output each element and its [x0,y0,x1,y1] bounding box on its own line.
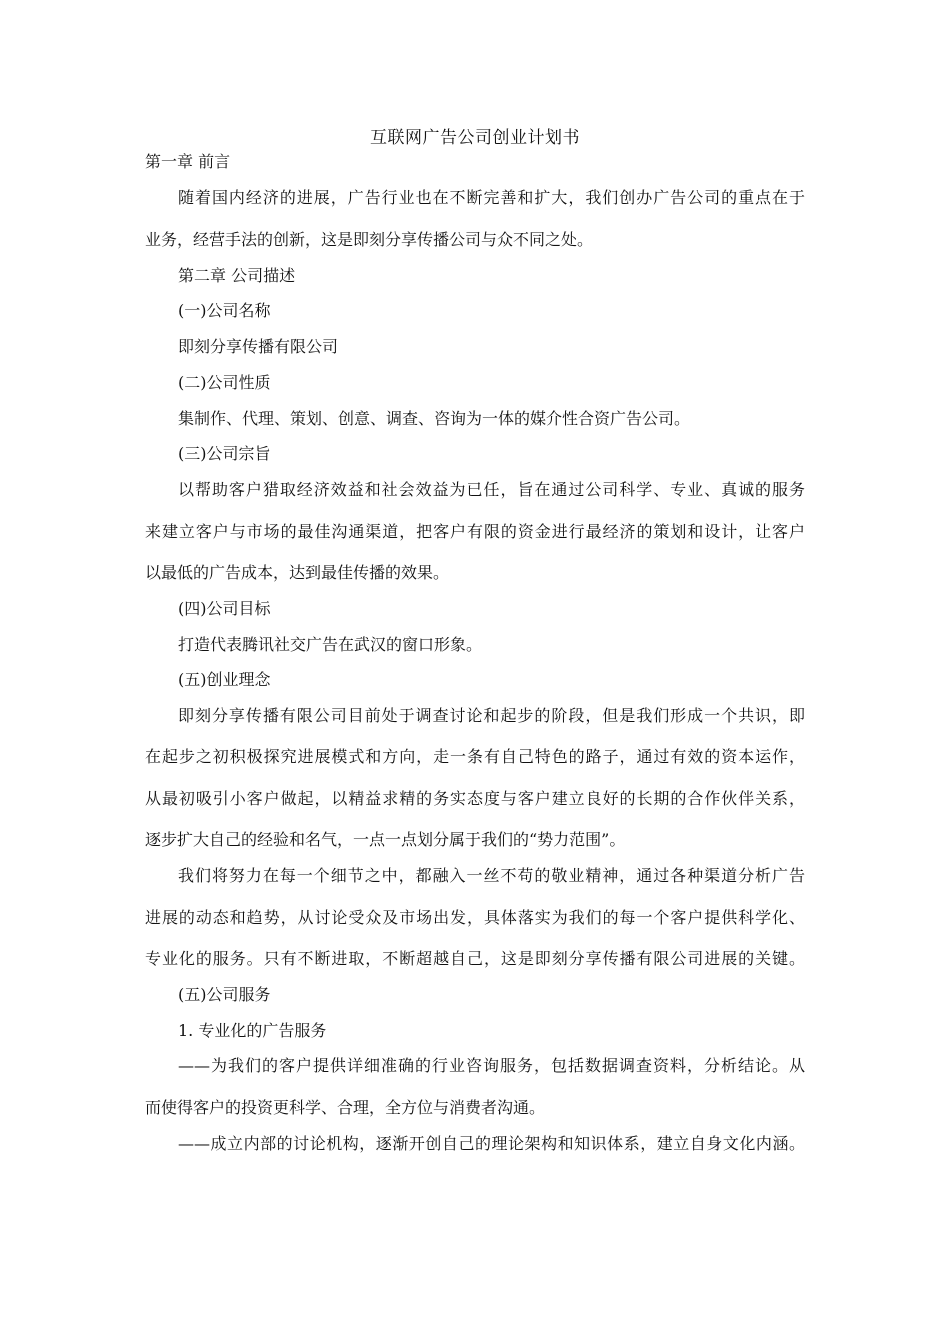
section-heading: (五)公司服务 [178,985,271,1004]
paragraph-line: ——为我们的客户提供详细准确的行业咨询服务，包括数据调查资料，分析结论。从 [178,1056,805,1075]
section-heading: (四)公司目标 [178,599,271,618]
document-title: 互联网广告公司创业计划书 [370,128,580,148]
paragraph-line: ——成立内部的讨论机构，逐渐开创自己的理论架构和知识体系，建立自身文化内涵。 [178,1134,805,1153]
subsection-heading: 1. 专业化的广告服务 [178,1021,327,1040]
paragraph-line: 以帮助客户猎取经济效益和社会效益为已任，旨在通过公司科学、专业、真诚的服务 [178,480,805,499]
section-heading: (五)创业理念 [178,670,271,689]
section-heading: (三)公司宗旨 [178,444,271,463]
paragraph-line: 即刻分享传播有限公司 [178,337,339,356]
section-heading: (一)公司名称 [178,301,271,320]
paragraph-line: 即刻分享传播有限公司目前处于调查讨论和起步的阶段，但是我们形成一个共识，即 [178,706,805,725]
paragraph-line: 从最初吸引小客户做起，以精益求精的务实态度与客户建立良好的长期的合作伙伴关系， [145,789,805,808]
paragraph-line: 逐步扩大自己的经验和名气，一点一点划分属于我们的“势力范围”。 [145,830,626,849]
paragraph-line: 专业化的服务。只有不断进取，不断超越自己，这是即刻分享传播有限公司进展的关键。 [145,949,805,968]
paragraph-line: 以最低的广告成本，达到最佳传播的效果。 [145,563,450,582]
chapter-heading: 第二章 公司描述 [178,266,296,285]
paragraph-line: 集制作、代理、策划、创意、调查、咨询为一体的媒介性合资广告公司。 [178,409,691,428]
paragraph-line: 我们将努力在每一个细节之中，都融入一丝不苟的敬业精神，通过各种渠道分析广告 [178,866,805,885]
paragraph-line: 进展的动态和趋势，从讨论受众及市场出发，具体落实为我们的每一个客户提供科学化、 [145,908,805,927]
paragraph-line: 在起步之初积极探究进展模式和方向，走一条有自己特色的路子，通过有效的资本运作， [145,747,805,766]
paragraph-line: 而使得客户的投资更科学、合理，全方位与消费者沟通。 [145,1098,546,1117]
paragraph-line: 来建立客户与市场的最佳沟通渠道，把客户有限的资金进行最经济的策划和设计，让客户 [145,522,805,541]
paragraph-line: 随着国内经济的进展，广告行业也在不断完善和扩大，我们创办广告公司的重点在于 [178,188,805,207]
chapter-heading: 第一章 前言 [145,152,231,171]
paragraph-line: 业务，经营手法的创新，这是即刻分享传播公司与众不同之处。 [145,230,594,249]
paragraph-line: 打造代表腾讯社交广告在武汉的窗口形象。 [178,635,483,654]
section-heading: (二)公司性质 [178,373,271,392]
